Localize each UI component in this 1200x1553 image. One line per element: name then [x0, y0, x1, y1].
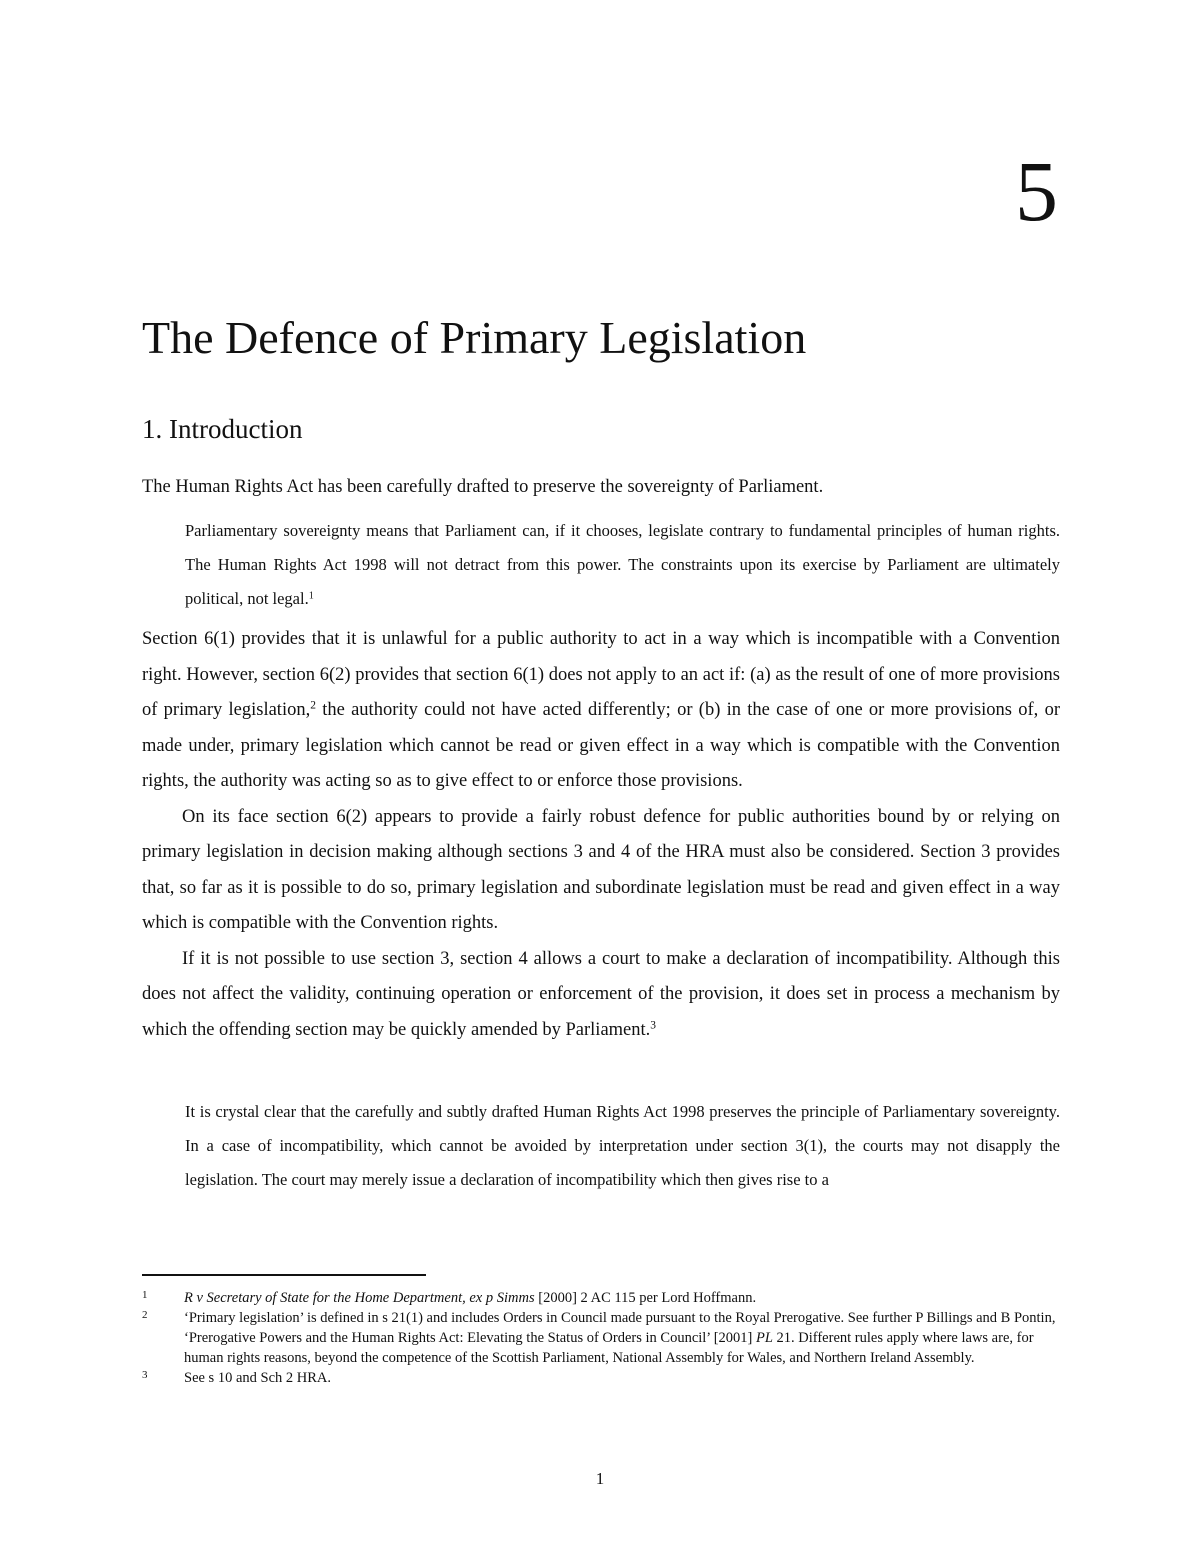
block-quote-2: [185, 1095, 1060, 1197]
footnote-3-text: See s 10 and Sch 2 HRA.: [184, 1370, 332, 1386]
section-heading: 1. Introduction: [142, 414, 303, 444]
block-quote-2-text: It is crystal clear that the carefully and subtly drafted Human Rights Act 1998 preserves the principle of Parliamentary sovereignty. In a case of incompatibility, which cannot be avoided by interpretation under section 3(1), the courts may not disapply the legislation. The court may merely issue a declaration of incompatibility which then gives rise to a: [185, 1102, 1060, 1189]
footnote-ref-1[interactable]: 1: [308, 590, 314, 602]
footnote-2-journal: PL: [755, 1330, 773, 1346]
footnote-2-text-a: ‘Primary legislation’ is defined in s 21(1) and includes Orders in Council made pursuant to the Royal Prerogative. See further P Billings and B Pontin, ‘Prerogative Powers and the Human Rights Act: Elevating the Status of Orders in Council’ [2001]: [184, 1310, 1056, 1346]
footnote-2-text-b: 21. Different rules apply where laws are, for human rights reasons, beyond the competence of the Scottish Parliament, National Assembly for Wales, and Northern Ireland Assembly.: [184, 1330, 1034, 1366]
footnote-1-mark: 1: [142, 1289, 148, 1301]
intro-paragraph: [142, 470, 1060, 506]
paragraph-section-6: [142, 622, 1060, 800]
block-quote-1-body: Parliamentary sovereignty means that Parliament can, if it chooses, legislate contrary to fundamental principles of human rights. The Human Rights Act 1998 will not detract from this power. The constraints upon its exercise by Parliament are ultimately political, not legal.: [185, 521, 1060, 608]
paragraph-section-6-part-a: Section 6(1) provides that it is unlawful for a public authority to act in a way which is incompatible with a Convention right. However, section 6(2) provides that section 6(1) does not apply to an act if: (a) as the result of one of more provisions of primary legislation,: [142, 629, 1060, 720]
footnote-ref-2[interactable]: 2: [310, 699, 316, 712]
footnote-ref-3[interactable]: 3: [650, 1019, 657, 1032]
chapter-number: 5: [1015, 143, 1058, 239]
footnote-separator: [142, 1274, 426, 1276]
footnotes: [142, 1288, 1060, 1388]
footnote-1: [142, 1288, 1060, 1308]
paragraph-section-6-part-b: the authority could not have acted differently; or (b) in the case of one or more provisions of, or made under, primary legislation which cannot be read or given effect in a way which is compatible with the Convention rights, the authority was acting so as to give effect to or enforce those provisions.: [142, 700, 1060, 791]
footnote-1-text: [2000] 2 AC 115 per Lord Hoffmann.: [534, 1290, 757, 1306]
paragraph-section-4: [142, 942, 1060, 1049]
paragraph-on-its-face: On its face section 6(2) appears to provide a fairly robust defence for public authorities bound by or relying on primary legislation in decision making although sections 3 and 4 of the HRA must also be considered. Section 3 provides that, so far as it is possible to do so, primary legislation and subordinate legislation must be read and given effect in a way which is compatible with the Convention rights.: [142, 806, 1060, 933]
footnote-2-mark: 2: [142, 1309, 148, 1321]
block-quote-1-text: [185, 514, 1060, 616]
block-quote-1: [185, 514, 1060, 616]
footnote-2: [142, 1308, 1060, 1368]
main-paragraphs: [142, 622, 1060, 1048]
intro-text: The Human Rights Act has been carefully drafted to preserve the sovereignty of Parliament.: [142, 477, 824, 497]
footnote-1-case-name: R v Secretary of State for the Home Department, ex p Simms: [184, 1290, 535, 1306]
page-number: 1: [595, 1469, 605, 1488]
chapter-title: The Defence of Primary Legislation: [142, 312, 807, 363]
paragraph-section-4-text: If it is not possible to use section 3, section 4 allows a court to make a declaration of incompatibility. Although this does not affect the validity, continuing operation or enforcement of the provision, it does set in process a mechanism by which the offending section may be quickly amended by Parliament.: [142, 948, 1060, 1040]
footnote-3-mark: 3: [142, 1369, 148, 1381]
footnote-3: [142, 1368, 1060, 1388]
